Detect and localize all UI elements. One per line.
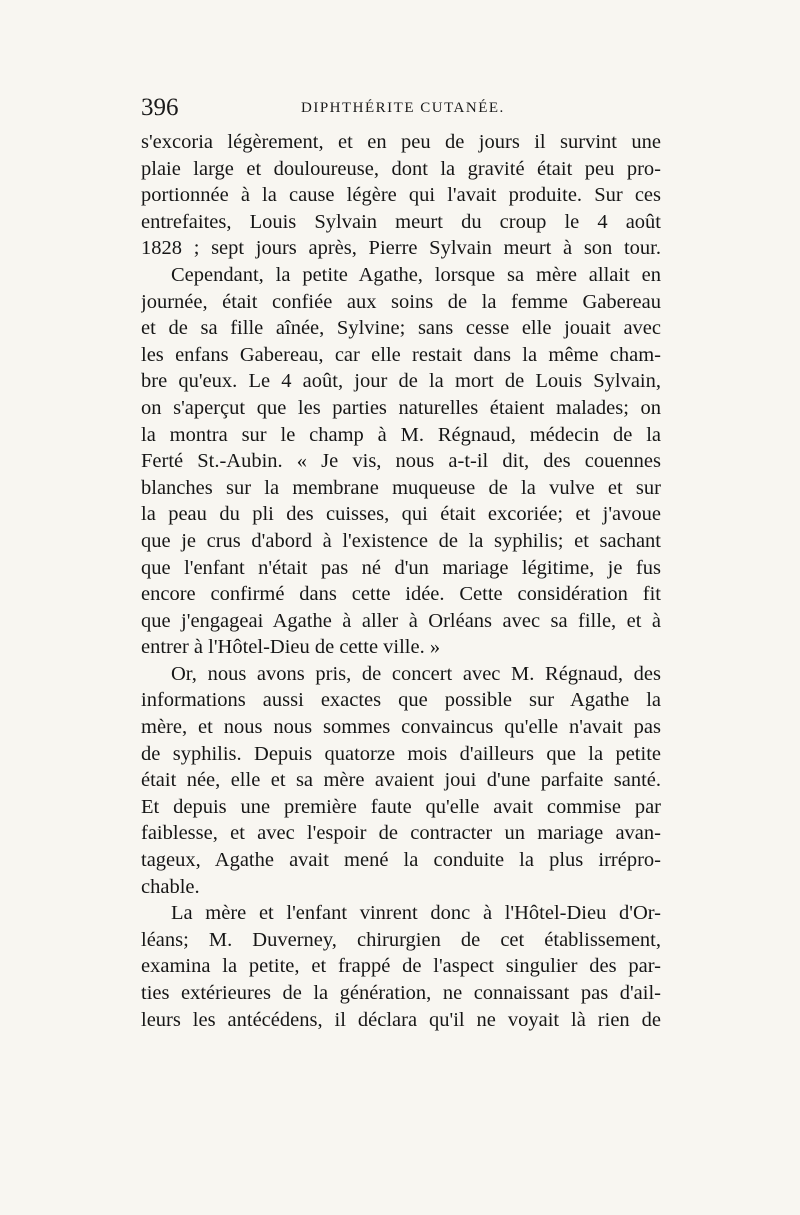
- body-text: [141, 129, 661, 1033]
- text-line: et de sa fille aînée, Sylvine; sans cesse elle jouait avec: [141, 317, 661, 340]
- text-line: que l'enfant n'était pas né d'un mariage légitime, je fus: [141, 556, 661, 579]
- text-line: léans; M. Duverney, chirurgien de cet établissement,: [141, 928, 661, 951]
- page-header: [141, 94, 661, 124]
- text-line: leurs les antécédens, il déclara qu'il ne voyait là rien de: [141, 1008, 661, 1031]
- text-line: que je crus d'abord à l'existence de la syphilis; et sachant: [141, 529, 661, 552]
- text-line: Ferté St.-Aubin. « Je vis, nous a-t-il dit, des couennes: [141, 450, 661, 473]
- text-line: tageux, Agathe avait mené la conduite la plus irrépro-: [141, 849, 661, 872]
- text-line: Cependant, la petite Agathe, lorsque sa mère allait en: [171, 263, 661, 286]
- text-line: de syphilis. Depuis quatorze mois d'ailleurs que la petite: [141, 742, 661, 765]
- text-line: bre qu'eux. Le 4 août, jour de la mort de Louis Sylvain,: [141, 370, 661, 393]
- text-line: Or, nous avons pris, de concert avec M. Régnaud, des: [171, 662, 661, 685]
- text-line: que j'engageai Agathe à aller à Orléans avec sa fille, et à: [141, 609, 661, 632]
- text-line: mère, et nous nous sommes convaincus qu'elle n'avait pas: [141, 716, 661, 739]
- text-line: les enfans Gabereau, car elle restait dans la même cham-: [141, 343, 661, 366]
- text-line: Et depuis une première faute qu'elle avait commise par: [141, 795, 661, 818]
- text-line: examina la petite, et frappé de l'aspect singulier des par-: [141, 955, 661, 978]
- text-line: journée, était confiée aux soins de la femme Gabereau: [141, 290, 661, 313]
- text-line: ties extérieures de la génération, ne connaissant pas d'ail-: [141, 982, 661, 1004]
- text-line: portionnée à la cause légère qui l'avait produite. Sur ces: [141, 184, 661, 207]
- text-line: plaie large et douloureuse, dont la gravité était peu pro-: [141, 157, 661, 180]
- text-line: on s'aperçut que les parties naturelles étaient malades; on: [141, 396, 661, 419]
- text-line: faiblesse, et avec l'espoir de contracter un mariage avan-: [141, 822, 661, 845]
- text-line: chable.: [141, 875, 200, 898]
- text-line: informations aussi exactes que possible sur Agathe la: [141, 689, 661, 712]
- text-line: entrefaites, Louis Sylvain meurt du croup le 4 août: [141, 210, 661, 233]
- page-number: 396: [141, 94, 179, 121]
- text-line: s'excoria légèrement, et en peu de jours il survint une: [141, 131, 661, 153]
- text-line: la montra sur le champ à M. Régnaud, médecin de la: [141, 423, 661, 446]
- text-line: 1828 ; sept jours après, Pierre Sylvain meurt à son tour.: [141, 237, 661, 260]
- text-line: était née, elle et sa mère avaient joui d'une parfaite santé.: [141, 769, 661, 792]
- text-line: encore confirmé dans cette idée. Cette considération fit: [141, 583, 661, 606]
- text-line: la peau du pli des cuisses, qui était excoriée; et j'avoue: [141, 503, 661, 526]
- text-line: entrer à l'Hôtel-Dieu de cette ville. »: [141, 636, 441, 659]
- text-line: blanches sur la membrane muqueuse de la vulve et sur: [141, 476, 661, 499]
- text-line: La mère et l'enfant vinrent donc à l'Hôtel-Dieu d'Or-: [171, 902, 661, 925]
- running-head: DIPHTHÉRITE CUTANÉE.: [301, 100, 505, 116]
